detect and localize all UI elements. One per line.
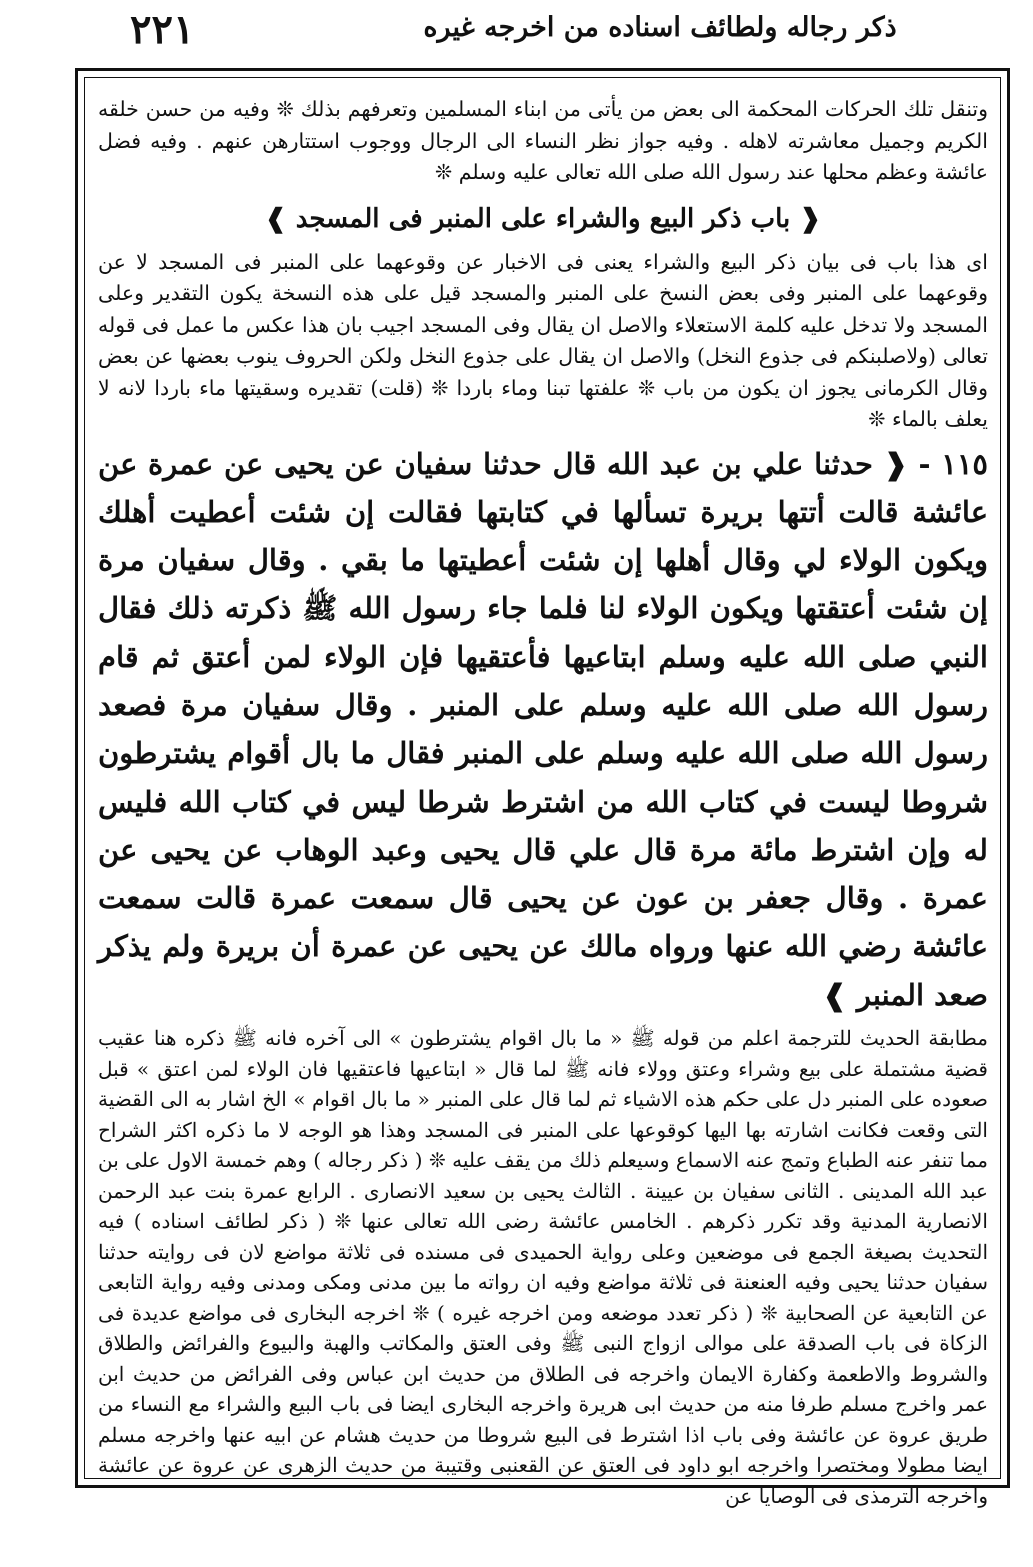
chapter-heading: ❰ باب ذكر البيع والشراء على المنبر فى المسجد ❱ bbox=[264, 203, 822, 234]
page-header bbox=[75, 6, 1010, 64]
hadith-block: ١١٥ - ❰ حدثنا علي بن عبد الله قال حدثنا سفيان عن يحيى عن عمرة عن عائشة قالت أتتها بريرة تسألها في كتابتها فقالت إن شئت أعطيت أهلك ويكون الولاء لي وقال أهلها إن شئت أعطيتها ما بقي . وقال سفيان مرة إن شئت أعتقتها ويكون الولاء لنا فلما جاء رسول الله ﷺ ذكرته ذلك فقال النبي صلى الله عليه وسلم ابتاعيها فأعتقيها فإن الولاء لمن أعتق ثم قام رسول الله صلى الله عليه وسلم على المنبر . وقال سفيان مرة فصعد رسول الله صلى الله عليه وسلم على المنبر فقال ما بال أقوام يشترطون شروطا ليست في كتاب الله من اشترط شرطا ليس في كتاب الله فليس له وإن اشترط مائة مرة قال علي قال يحيى وعبد الوهاب عن يحيى عن عمرة . وقال جعفر بن عون عن يحيى قال سمعت عمرة قالت سمعت عائشة رضي الله عنها ورواه مالك عن يحيى عن عمرة أن بريرة ولم يذكر صعد المنبر ❱ bbox=[98, 446, 988, 1012]
chapter-commentary: اى هذا باب فى بيان ذكر البيع والشراء يعنى فى الاخبار عن وقوعهما على المنبر فى المسجد لا عن وقوعهما على المنبر وفى بعض النسخ على المنبر والمسجد قيل على هذه النسخة يكون التقدير وعلى المسجد ولا تدخل عليه كلمة الاستعلاء والاصل ان يقال وفى المسجد اجيب بان هذا عكس ما عمل فى قوله تعالى (ولاصلبنكم فى جذوع النخل) والاصل ان يقال على جذوع النخل ولكن الحروف ينوب بعضها عن بعض وقال الكرمانى يجوز ان يكون من باب ❊ علفتها تبنا وماء باردا ❊ (قلت) تقديره وسقيتها ماء باردا لانه لا يعلف بالماء ❊ bbox=[98, 249, 988, 431]
hadith-text: ❰ حدثنا علي بن عبد الله قال حدثنا سفيان عن يحيى عن عمرة عن عائشة قالت أتتها بريرة تسألها في كتابتها فقالت إن شئت أعطيت أهلك ويكون الولاء لي وقال أهلها إن شئت أعطيتها ما بقي . وقال سفيان مرة إن شئت أعتقتها ويكون الولاء لنا فلما جاء رسول الله ﷺ ذكرته ذلك فقال النبي صلى الله عليه وسلم ابتاعيها فأعتقيها فإن الولاء لمن أعتق ثم قام رسول الله صلى الله عليه وسلم على المنبر . وقال سفيان مرة فصعد رسول الله صلى الله عليه وسلم على المنبر فقال ما بال أقوام يشترطون شروطا ليست في كتاب الله من اشترط شرطا ليس في كتاب الله فليس له وإن اشترط مائة مرة قال علي قال يحيى وعبد الوهاب عن يحيى عن عمرة . وقال جعفر بن عون عن يحيى قال سمعت عمرة قالت سمعت عائشة رضي الله عنها ورواه مالك عن يحيى عن عمرة أن بريرة ولم يذكر صعد المنبر ❱ bbox=[98, 446, 988, 1012]
running-title: ذكر رجاله ولطائف اسناده من اخرجه غيره bbox=[423, 12, 897, 43]
commentary-paragraph: مطابقة الحديث للترجمة اعلم من قوله ﷺ « ما بال اقوام يشترطون » الى آخره فانه ﷺ ذكره هنا عقيب قضية مشتملة على بيع وشراء وعتق وولاء فانه ﷺ لما قال « ابتاعيها فاعتقيها فان الولاء لمن اعتق » قبل صعوده على المنبر دل على حكم هذه الاشياء ثم لما قال على المنبر « ما بال اقوام » الخ اشار به الى القضية التى وقعت فكانت اشارته بها اليها كوقوعها على المنبر فى المسجد وهذا هو الوجه لا ما ذكره اكثر الشراح مما تنفر عنه الطباع وتمج عنه الاسماع وسيعلم ذلك من يقف عليه ❊ ( ذكر رجاله ) وهم خمسة الاول على بن عبد الله المدينى . الثانى سفيان بن عيينة . الثالث يحيى بن سعيد الانصارى . الرابع عمرة بنت عبد الرحمن الانصارية المدنية وقد تكرر ذكرهم . الخامس عائشة رضى الله تعالى عنها ❊ ( ذكر لطائف اسناده ) فيه التحديث بصيغة الجمع فى موضعين وعلى رواية الحميدى فى مسنده فى ثلاثة مواضع لان فى روايته حدثنا سفيان حدثنا يحيى وفيه العنعنة فى ثلاثة مواضع وفيه ان رواته ما بين مدنى ومكى ومدنى وفيه رواية التابعى عن التابعية عن الصحابية ❊ ( ذكر تعدد موضعه ومن اخرجه غيره ) ❊ اخرجه البخارى فى مواضع عديدة فى الزكاة فى باب الصدقة على موالى ازواج النبى ﷺ وفى العتق والمكاتب والهبة والبيوع والفرائض والطلاق والشروط والاطعمة وكفارة الايمان واخرجه فى الطلاق من حديث ابن عباس وفى الفرائض من حديث ابن عمر واخرج مسلم طرفا منه من حديث ابى هريرة واخرجه البخارى ايضا فى باب البيع والشراء مع النساء من طريق عروة عن عائشة وفى باب اذا اشترط فى البيع شروطا من حديث هشام عن ابيه عنها واخرجه مسلم ايضا مطولا ومختصرا واخرجه ابو داود فى العتق عن القعنبى وقتيبة من حديث الزهرى عن عروة عن عائشة واخرجه الترمذى فى الوصايا عن bbox=[98, 1026, 989, 1508]
page-number: ٢٢١ bbox=[130, 6, 195, 53]
intro-paragraph: وتنقل تلك الحركات المحكمة الى بعض من يأتى من ابناء المسلمين وتعرفهم بذلك ❊ وفيه من حسن خلقه الكريم وجميل معاشرته لاهله . وفيه جواز نظر النساء الى الرجال ووجوب استتارهن عنهم . وفيه فضل عائشة وعظم محلها عند رسول الله صلى الله تعالى عليه وسلم ❊ bbox=[98, 97, 988, 184]
page-body bbox=[98, 94, 989, 1508]
hadith-number: ١١٥ bbox=[941, 446, 988, 481]
